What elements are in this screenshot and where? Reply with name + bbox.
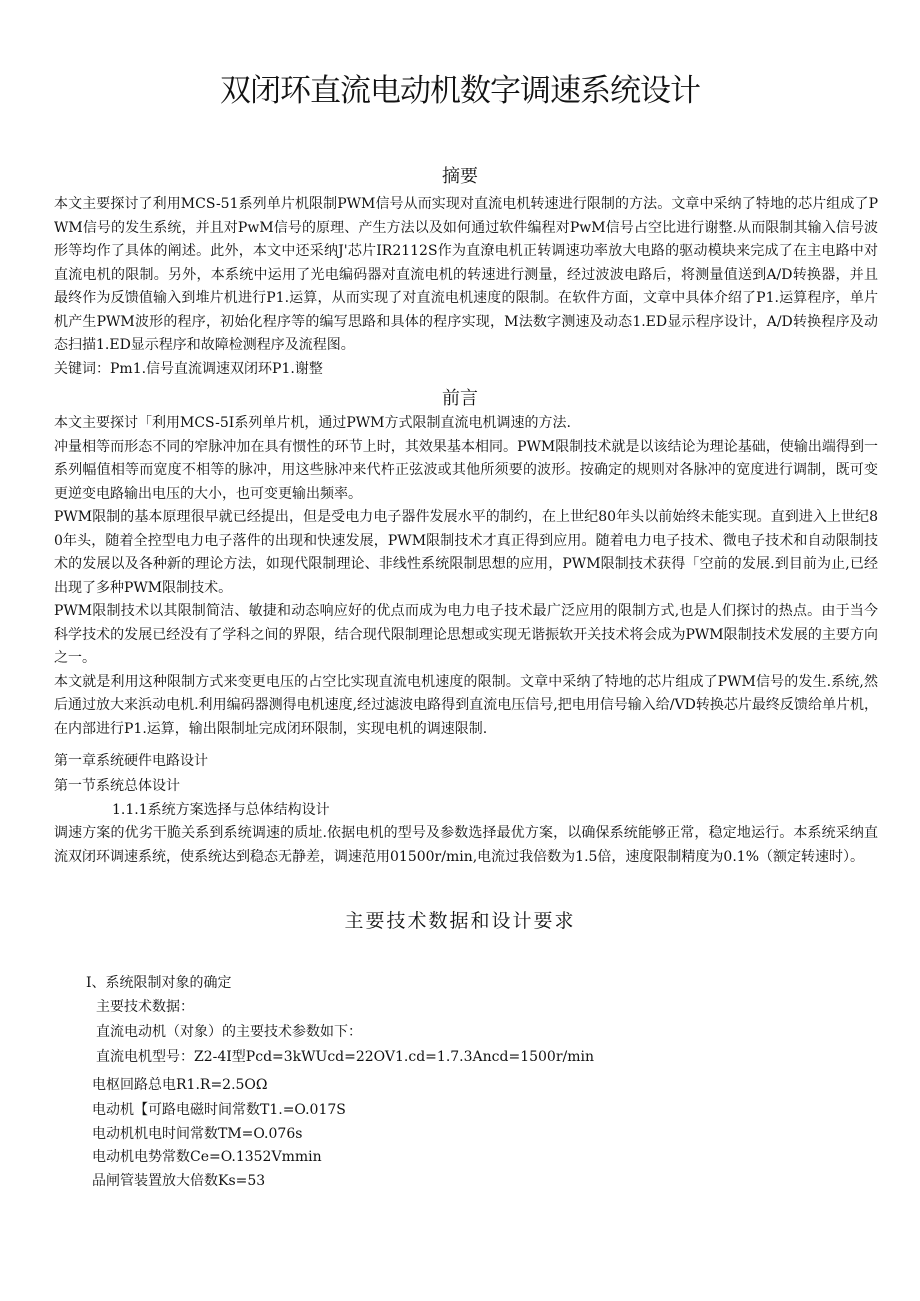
- preface-paragraph: PWM限制技术以其限制简洁、敏捷和动态响应好的优点而成为电力电子技术最广泛应用的限制方式,也是人们探讨的热点。由于当今科学技术的发展已经没有了学科之间的界限，结合现代限制理论思想或实现无谐振软开关技术将会成为PWM限制技术发展的主要方向之一。: [54, 603, 878, 666]
- requirements-title: 主要技术数据和设计要求: [344, 910, 576, 932]
- motor-model: 直流电机型号：Z2-4I型Pcd=3kWUcd=22OV1.cd=1.7.3Ancd=1500r/min: [96, 1049, 595, 1065]
- keywords-line: 关键词：Pm1.信号直流调速双闭环P1.谢整: [54, 360, 323, 377]
- preface-body: [54, 412, 878, 741]
- armature-resistance: 电枢回路总电R1.R=2.5OΩ: [92, 1077, 268, 1093]
- item-title: I、系统限制对象的确定: [86, 975, 232, 991]
- system-design-paragraph: 调速方案的优劣干脆关系到系统调速的质址.依据电机的型号及参数选择最优方案，以确保系统能够正常，稳定地运行。本系统采纳直流双闭环调速系统，使系统达到稳态无静差，调速范用01500r/min,电流过我倍数为1.5倍，速度限制精度为0.1%（额定转速时）。: [54, 825, 878, 865]
- motor-params-intro: 直流电动机（对象）的主要技术参数如下：: [96, 1024, 362, 1040]
- abstract-body: [54, 193, 878, 381]
- preface-paragraph: 本文就是利用这种限制方式来变更电压的占空比实现直流电机速度的限制。文章中采纳了特地的芯片组成了PWM信号的发生.系统,然后通过放大来浜动电机.利用编码器测得电机速度,经过滤波电路得到直流电压信号,把电用信号输入给/VD转换芯片最终反馈给单片机，在内部进行P1.运算，输出限制址完成闭环限制，实现电机的调速限制.: [54, 673, 878, 737]
- document-title: 双闭环直流电动机数字调速系统设计: [220, 73, 700, 109]
- electromagnetic-time-constant: 电动机【可路电磁时间常数T1.=O.017S: [92, 1102, 346, 1118]
- abstract-heading: 摘要: [442, 166, 478, 187]
- preface-paragraph: PWM限制的基本原理很早就已经提出，但是受电力电子器件发展水平的制约，在上世纪80年头以前始终未能实现。直到进入上世纪80年头，随着全控型电力电子落件的出现和快速发展，PWM限制技术才真正得到应用。随着电力电子技术、微电子技术和自动限制技术的发展以及各种新的理论方法，如现代限制理论、非线性系统限制思想的应用，PWM限制技术获得「空前的发展.到目前为止,已经出现了多种PWM限制技术。: [54, 509, 878, 596]
- system-design-body: [54, 822, 878, 869]
- abstract-paragraph: 本文主要探讨了利用MCS-51系列单片机限制PWM信号从而实现对直流电机转速进行限制的方法。文章中采纳了特地的芯片组成了PWM信号的发生系统，并且对PwM信号的原理、产生方法以及如何通过软件编程对PwM信号占空比进行谢整.从而限制其输入信号波形等均作了具体的阐述。此外，本文中还采纳J'芯片IR2112S作为直潦电机正转调速功率放大电路的驱动模块来完成了在主电路中对直流电机的限制。另外，本系统中运用了光电编码器对直流电机的转速进行测量，经过波波电路后，将测量值送到A/D转换器，并且最终作为反馈值输入到堆片机进行P1.运算，从而实现了对直流电机速度的限制。在软件方面，文章中具体介绍了P1.运算程序，单片机产生PWM波形的程序，初始化程序等的编写思路和具体的程序实现，M法数字测速及动态1.ED显示程序设计，A/D转换程序及动态扫描1.ED显示程序和故障检测程序及流程图。: [54, 196, 878, 353]
- chapter-title: 第一章系统硬件电路设计: [54, 753, 208, 769]
- main-data-label: 主要技术数据：: [96, 999, 194, 1015]
- emf-constant: 电动机电势常数Ce=O.1352Vmmin: [92, 1149, 322, 1165]
- subsection-title: 1.1.1系统方案选择与总体结构设计: [112, 802, 330, 818]
- preface-paragraph: 冲量相等而形态不同的窄脉冲加在具有惯性的环节上时，其效果基本相同。PWM限制技术就是以该结论为理论基础，使输出端得到一系列幅值相等而宽度不相等的脉冲，用这些脉冲来代杵正弦波或其他所须要的波形。按确定的规则对各脉冲的宽度进行调制，既可变更逆变电路输出电压的大小，也可变更输出频率。: [54, 438, 878, 502]
- preface-heading: 前言: [442, 388, 478, 409]
- electromechanical-time-constant: 电动机机电时间常数TM=O.076s: [92, 1126, 303, 1142]
- preface-paragraph: 本文主要探讨「利用MCS-5I系列单片机，通过PWM方式限制直流电机调速的方法.: [54, 415, 571, 431]
- thyristor-gain: 品闸管装置放大倍数Ks=53: [92, 1173, 266, 1189]
- section-title: 第一节系统总体设计: [54, 778, 180, 794]
